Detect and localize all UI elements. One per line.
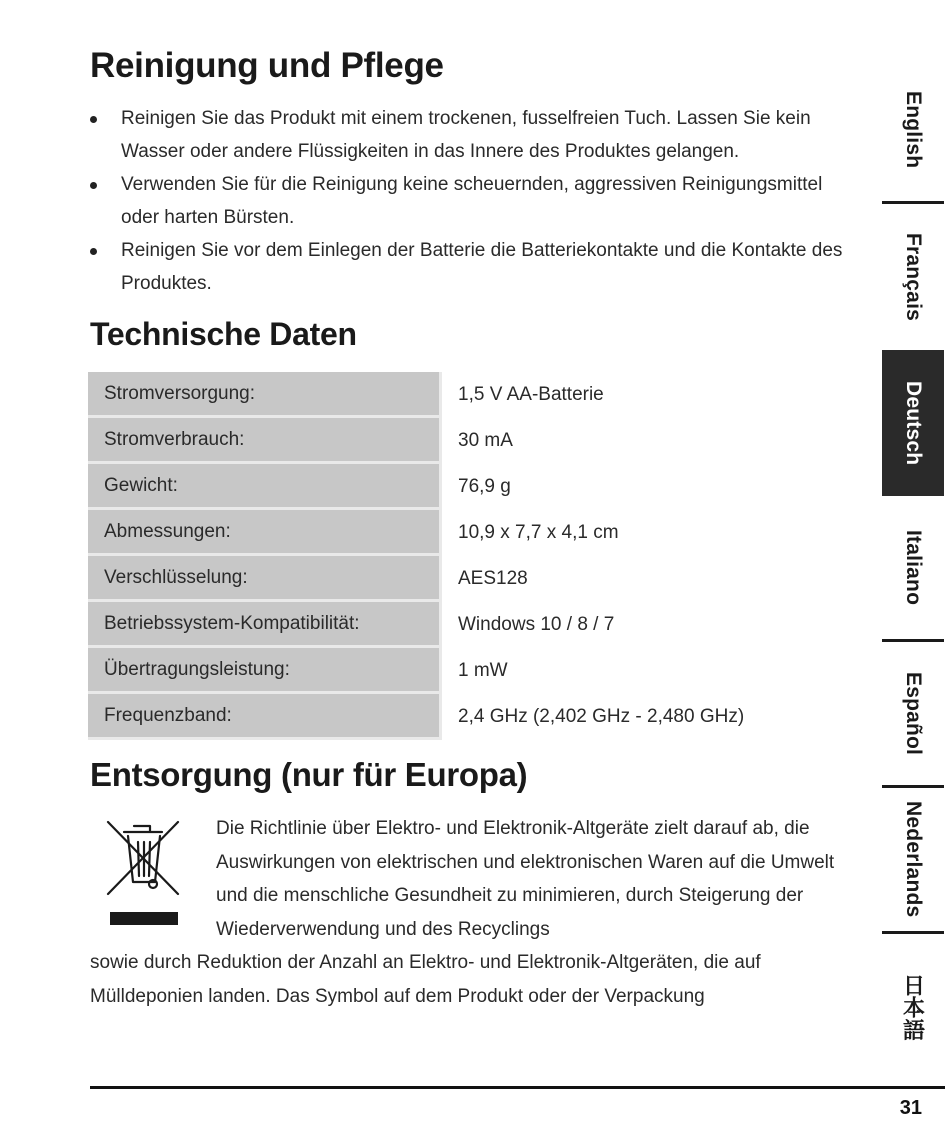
bullet-text: Reinigen Sie das Produkt mit einem trockenen, fusselfreien Tuch. Lassen Sie kein Wasser oder andere Flüssigkeiten in das Innere des Produktes gelangen. xyxy=(121,108,811,162)
table-row xyxy=(88,648,840,694)
bullet-text: Reinigen Sie vor dem Einlegen der Batterie die Batteriekontakte und die Kontakte des Produktes. xyxy=(121,240,843,294)
tab-francais[interactable] xyxy=(882,204,944,350)
care-heading: Reinigung und Pflege xyxy=(90,46,444,85)
tab-label: English xyxy=(902,90,925,169)
tab-label: Español xyxy=(902,671,925,756)
spec-label: Stromversorgung: xyxy=(88,372,442,418)
spec-label: Abmessungen: xyxy=(88,510,442,556)
care-bullet-list xyxy=(90,102,860,300)
tech-heading: Technische Daten xyxy=(90,316,357,352)
spec-label: Gewicht: xyxy=(88,464,442,510)
tab-deutsch[interactable] xyxy=(882,350,944,496)
tab-italiano[interactable] xyxy=(882,496,944,642)
list-item xyxy=(90,102,860,168)
spec-value: 1 mW xyxy=(458,660,508,681)
tab-espanol[interactable] xyxy=(882,642,944,788)
table-row xyxy=(88,556,840,602)
table-row xyxy=(88,510,840,556)
spec-label: Betriebssystem-Kompatibilität: xyxy=(88,602,442,648)
spec-table xyxy=(88,372,840,740)
page-number: 31 xyxy=(899,1097,922,1119)
disposal-text-continued: sowie durch Reduktion der Anzahl an Elektro- und Elektronik-Altgeräten, die auf Mülldeponien landen. Das Symbol auf dem Produkt oder der Verpackung xyxy=(90,952,761,1007)
tab-japanese[interactable] xyxy=(882,934,944,1080)
spec-value: Windows 10 / 8 / 7 xyxy=(458,614,615,635)
tab-label: Deutsch xyxy=(902,380,925,466)
list-item xyxy=(90,168,860,234)
table-row xyxy=(88,602,840,648)
list-item xyxy=(90,234,860,300)
disposal-text: Die Richtlinie über Elektro- und Elektronik-Altgeräte zielt darauf ab, die Auswirkungen von elektrischen und elektronischen Waren auf die Umwelt und die menschliche Gesundheit zu minimieren, durch Steigerung der Wiederverwendung und des Recyclings xyxy=(216,818,835,940)
tab-english[interactable] xyxy=(882,58,944,204)
spec-value: 76,9 g xyxy=(458,476,511,497)
footer-divider xyxy=(90,1086,945,1089)
tab-label: Italiano xyxy=(902,529,925,606)
bullet-icon xyxy=(90,116,97,123)
spec-value: 1,5 V AA-Batterie xyxy=(458,384,604,405)
spec-label: Übertragungsleistung: xyxy=(88,648,442,694)
tab-label: 日本語 xyxy=(900,973,926,1041)
spec-value: AES128 xyxy=(458,568,528,589)
disposal-heading: Entsorgung (nur für Europa) xyxy=(90,756,528,793)
spec-value: 30 mA xyxy=(458,430,513,451)
weee-crossed-bin-icon xyxy=(104,818,182,928)
language-tab-strip xyxy=(882,58,944,1080)
spec-label: Stromverbrauch: xyxy=(88,418,442,464)
tab-label: Français xyxy=(902,233,925,321)
tab-label: Nederlands xyxy=(902,801,925,918)
table-row xyxy=(88,372,840,418)
spec-value: 10,9 x 7,7 x 4,1 cm xyxy=(458,522,619,543)
spec-label: Verschlüsselung: xyxy=(88,556,442,602)
bullet-icon xyxy=(90,182,97,189)
bullet-text: Verwenden Sie für die Reinigung keine scheuernden, aggressiven Reinigungsmittel oder harten Bürsten. xyxy=(121,174,823,228)
tab-nederlands[interactable] xyxy=(882,788,944,934)
table-row xyxy=(88,418,840,464)
bullet-icon xyxy=(90,248,97,255)
spec-value: 2,4 GHz (2,402 GHz - 2,480 GHz) xyxy=(458,706,745,727)
spec-label: Frequenzband: xyxy=(88,694,442,740)
table-row xyxy=(88,694,840,740)
table-row xyxy=(88,464,840,510)
